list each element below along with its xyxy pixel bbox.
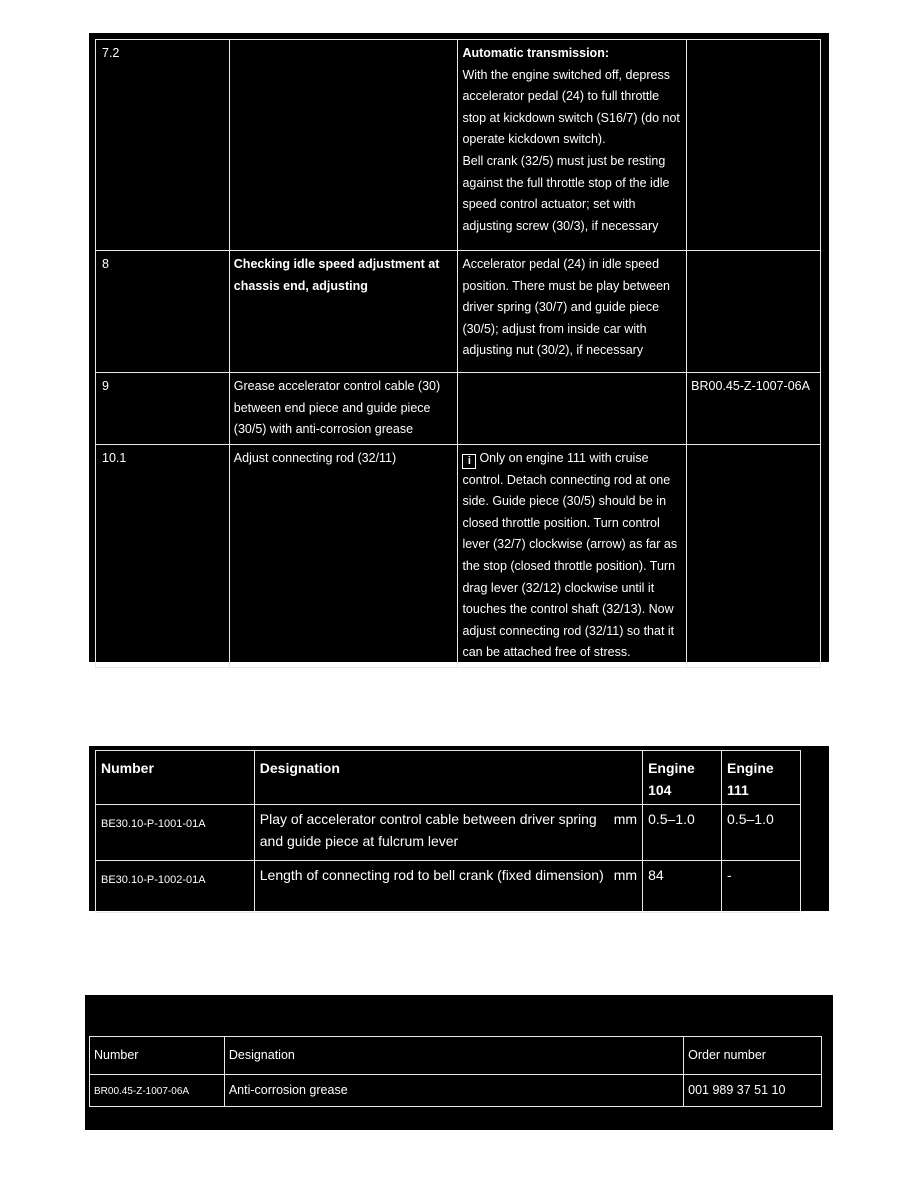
instruction-cell (458, 445, 687, 668)
instruction-heading: Automatic transmission: (462, 46, 609, 60)
table-row (96, 40, 821, 251)
engine111-value: - (722, 861, 801, 913)
reference-cell (687, 251, 821, 373)
column-header: Number (90, 1037, 225, 1075)
instruction-cell (458, 373, 687, 445)
reference-link[interactable]: BR00.45-Z-1007-06A (687, 373, 821, 445)
parts-panel (85, 995, 833, 1130)
table-row (96, 861, 801, 913)
task-cell: Adjust connecting rod (32/11) (229, 445, 458, 668)
instruction-cell (458, 251, 687, 373)
step-number: 9 (96, 373, 230, 445)
spec-number: BE30.10-P-1002-01A (96, 861, 255, 913)
table-row (96, 373, 821, 445)
part-number: BR00.45-Z-1007-06A (90, 1075, 225, 1107)
unit-label: mm (613, 811, 638, 827)
designation-text: Play of accelerator control cable between driver spring and guide piece at fulcrum lever (259, 811, 597, 849)
spec-panel (89, 746, 829, 911)
step-number: 8 (96, 251, 230, 373)
engine111-value: 0.5–1.0 (722, 805, 801, 861)
column-header: Designation (254, 751, 642, 805)
instruction-text: Accelerator pedal (24) in idle speed position. There must be play between driver spring (30/7) and guide piece (30/5); adjust from inside car with adjusting nut (30/2), if necessary (462, 257, 670, 358)
step-number: 10.1 (96, 445, 230, 668)
table-row (90, 1075, 822, 1107)
column-header: Engine 104 (643, 751, 722, 805)
instruction-text: With the engine switched off, depress accelerator pedal (24) to full throttle stop at kickdown switch (S16/7) (do not operate kickdown switch). (462, 67, 680, 147)
reference-cell (687, 40, 821, 251)
instruction-cell (458, 40, 687, 251)
column-header: Designation (224, 1037, 683, 1075)
table-header-row (90, 1037, 822, 1075)
reference-cell (687, 445, 821, 668)
engine104-value: 0.5–1.0 (643, 805, 722, 861)
task-cell (229, 40, 458, 251)
designation-cell (254, 805, 642, 861)
designation-text: Length of connecting rod to bell crank (fixed dimension) (259, 867, 604, 883)
instruction-text: Only on engine 111 with cruise control. Detach connecting rod at one side. Guide piece (30/5) should be in closed throttle position. Turn control lever (32/7) clockwise (arrow) as far as the stop (closed throttle position). Turn drag lever (32/12) clockwise until it touches the control shaft (32/13). Now adjust connecting rod (32/11) so that it can be attached free of stress. (462, 451, 678, 660)
designation-cell: Anti-corrosion grease (224, 1075, 683, 1107)
procedure-table (95, 39, 821, 668)
task-cell: Checking idle speed adjustment at chassis end, adjusting (229, 251, 458, 373)
step-number: 7.2 (96, 40, 230, 251)
column-header: Order number (684, 1037, 822, 1075)
designation-cell (254, 861, 642, 913)
order-number: 001 989 37 51 10 (684, 1075, 822, 1107)
column-header: Number (96, 751, 255, 805)
unit-label: mm (613, 867, 638, 883)
instruction-text: Bell crank (32/5) must just be resting against the full throttle stop of the idle speed control actuator; set with adjusting screw (30/3), if necessary (462, 153, 670, 233)
engine104-value: 84 (643, 861, 722, 913)
table-row (96, 805, 801, 861)
spec-table (95, 750, 801, 913)
parts-table (89, 1036, 822, 1107)
info-icon: i (462, 454, 476, 469)
spec-number: BE30.10-P-1001-01A (96, 805, 255, 861)
procedure-panel (89, 33, 829, 662)
table-row (96, 445, 821, 668)
table-row (96, 251, 821, 373)
task-cell: Grease accelerator control cable (30) between end piece and guide piece (30/5) with anti-corrosion grease (229, 373, 458, 445)
column-header: Engine 111 (722, 751, 801, 805)
table-header-row (96, 751, 801, 805)
